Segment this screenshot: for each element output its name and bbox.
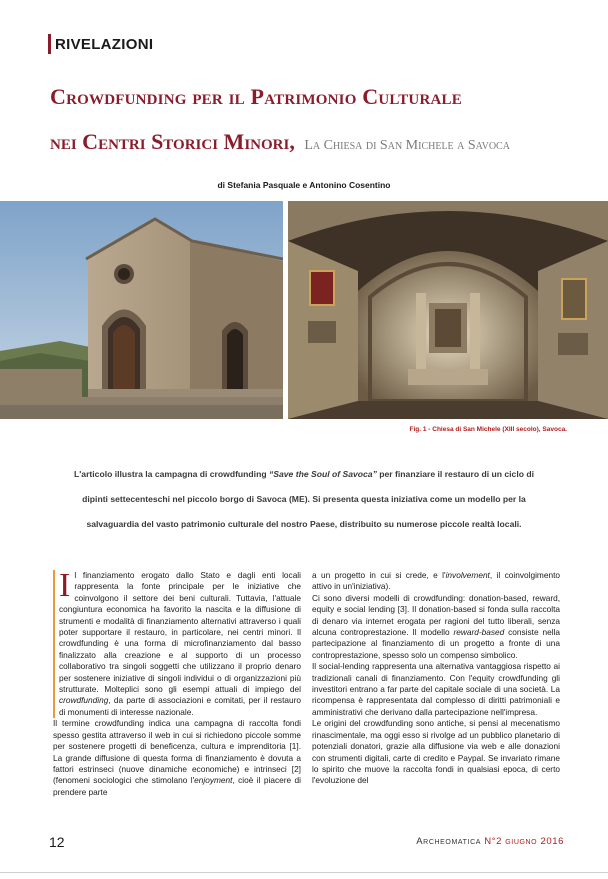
body-paragraph [53,567,301,718]
footer-magazine [416,836,564,847]
article-subtitle: La Chiesa di San Michele a Savoca [304,138,510,153]
dropcap: I [59,567,71,604]
body-text-italic: reward-based [453,627,505,638]
body-text-italic: crowdfunding [59,695,109,706]
body-paragraph: Il social-lending rappresenta una alternativa vantaggiosa rispetto ai tradizionali canali di finanziamento. Con l'equity crowdfunding gli investitori entrano a far parte del capitale sociale di una società. La ricompensa è rappresentata dal complesso di diritti patrimoniali e amministrativi che derivano dalla partecipazione nell'impresa. [312,661,560,717]
body-text: consiste nella partecipazione al finanziamento di un progetto a fronte di una controprestazione, spesso solo un compenso simbolico. [312,627,560,660]
body-column-right [312,570,560,787]
figure-caption: Fig. 1 - Chiesa di San Michele (XIII secolo), Savoca. [409,426,567,433]
section-accent-bar [48,34,51,54]
article-abstract [64,462,544,537]
issue-info: N°2 giugno 2016 [484,836,564,847]
body-text: Il termine crowdfunding indica una campagna di raccolta fondi spesso gestita attraverso il web in cui si richiedono piccole somme per sostenere progetti di beneficenza, cultura e imprenditoria [1]. La grande diffusione di questa forma di finanziamento è dovuta a fattori estrinseci (nuove dinamiche economiche) e intrinseci [2] (fenomeni sociologici che stimolano l' [53,718,301,786]
church-exterior-photo [0,201,283,419]
body-paragraph [53,718,301,798]
byline: di Stefania Pasquale e Antonino Cosentino [217,180,391,190]
body-text: , da parte di associazioni e comitati, per il restauro di monumenti di interesse nazionale. [59,695,301,717]
article-title-main: nei Centri Storici Minori, [50,129,295,154]
body-text: , il coinvolgimento attivo in un'iniziativa). [312,570,560,592]
body-paragraph [312,570,560,593]
section-label: RIVELAZIONI [55,36,154,53]
church-interior-photo [288,201,608,419]
body-text-italic: involvement [445,570,490,580]
footer-divider [0,872,608,873]
body-text: , cioè il piacere di prendere parte [53,775,301,797]
article-title-line2 [50,129,510,155]
page-number: 12 [49,834,65,850]
body-paragraph [312,593,560,661]
body-text: a un progetto in cui si crede, e l' [312,570,446,580]
body-text-italic: enjoyment [194,775,233,786]
body-paragraph: Le origini del crowdfunding sono antiche, si pensi al mecenatismo rinascimentale, ma oggi esso si rivolge ad un pubblico planetario di potenziali donatori, grazie alla diffusione via web e alle donazioni con strumenti digitali, carte di credito e Paypal. Se invariato rimane lo spirito che muove la raccolta fondi in qualsiasi epoca, di certo l'evoluzione del [312,718,560,786]
magazine-name: Archeomatica [416,836,481,847]
body-text: Ci sono diversi modelli di crowdfunding: donation-based, reward, equity e social lending [3]. Il donation-based si fonda sulla raccolta di denaro via internet erogata per ragioni del tutto liberali, senza alcuna controprestazione. Il modello [312,592,560,638]
body-column-left [53,567,301,798]
body-text: l finanziamento erogato dallo Stato e dagli enti locali rappresenta la fonte principale per le iniziative che coinvolgono il settore dei beni culturali. Tuttavia, l'attuale congiuntura economica ha favorito la nascita e la diffusione di strumenti e modalità di finanziamento alternativi attraverso i quali poter supportare il restauro, in particolare, nei centri minori. Il crowdfunding è una forma di microfinanziamento dal basso finalizzato alla creazione e al supporto di un processo collaborativo tra singoli soggetti che utilizzano il proprio denaro per sostenere iniziative di singoli individui o di organizzazioni più strutturate. Molteplici sono gli esempi attuali di impiego del [59,570,301,695]
abstract-campaign-name: “Save the Soul of Savoca” [268,469,377,479]
abstract-text-pre: L'articolo illustra la campagna di crowdfunding [74,469,269,479]
abstract-text-post: per finanziare il restauro di un ciclo di dipinti settecenteschi nel piccolo borgo di Savoca (ME). Si presenta questa iniziativa come un modello per la salvaguardia del vasto patrimonio culturale del nostro Paese, distribuito su numerose piccole realtà locali. [82,469,534,529]
article-title-line1: Crowdfunding per il Patrimonio Culturale [50,84,462,109]
